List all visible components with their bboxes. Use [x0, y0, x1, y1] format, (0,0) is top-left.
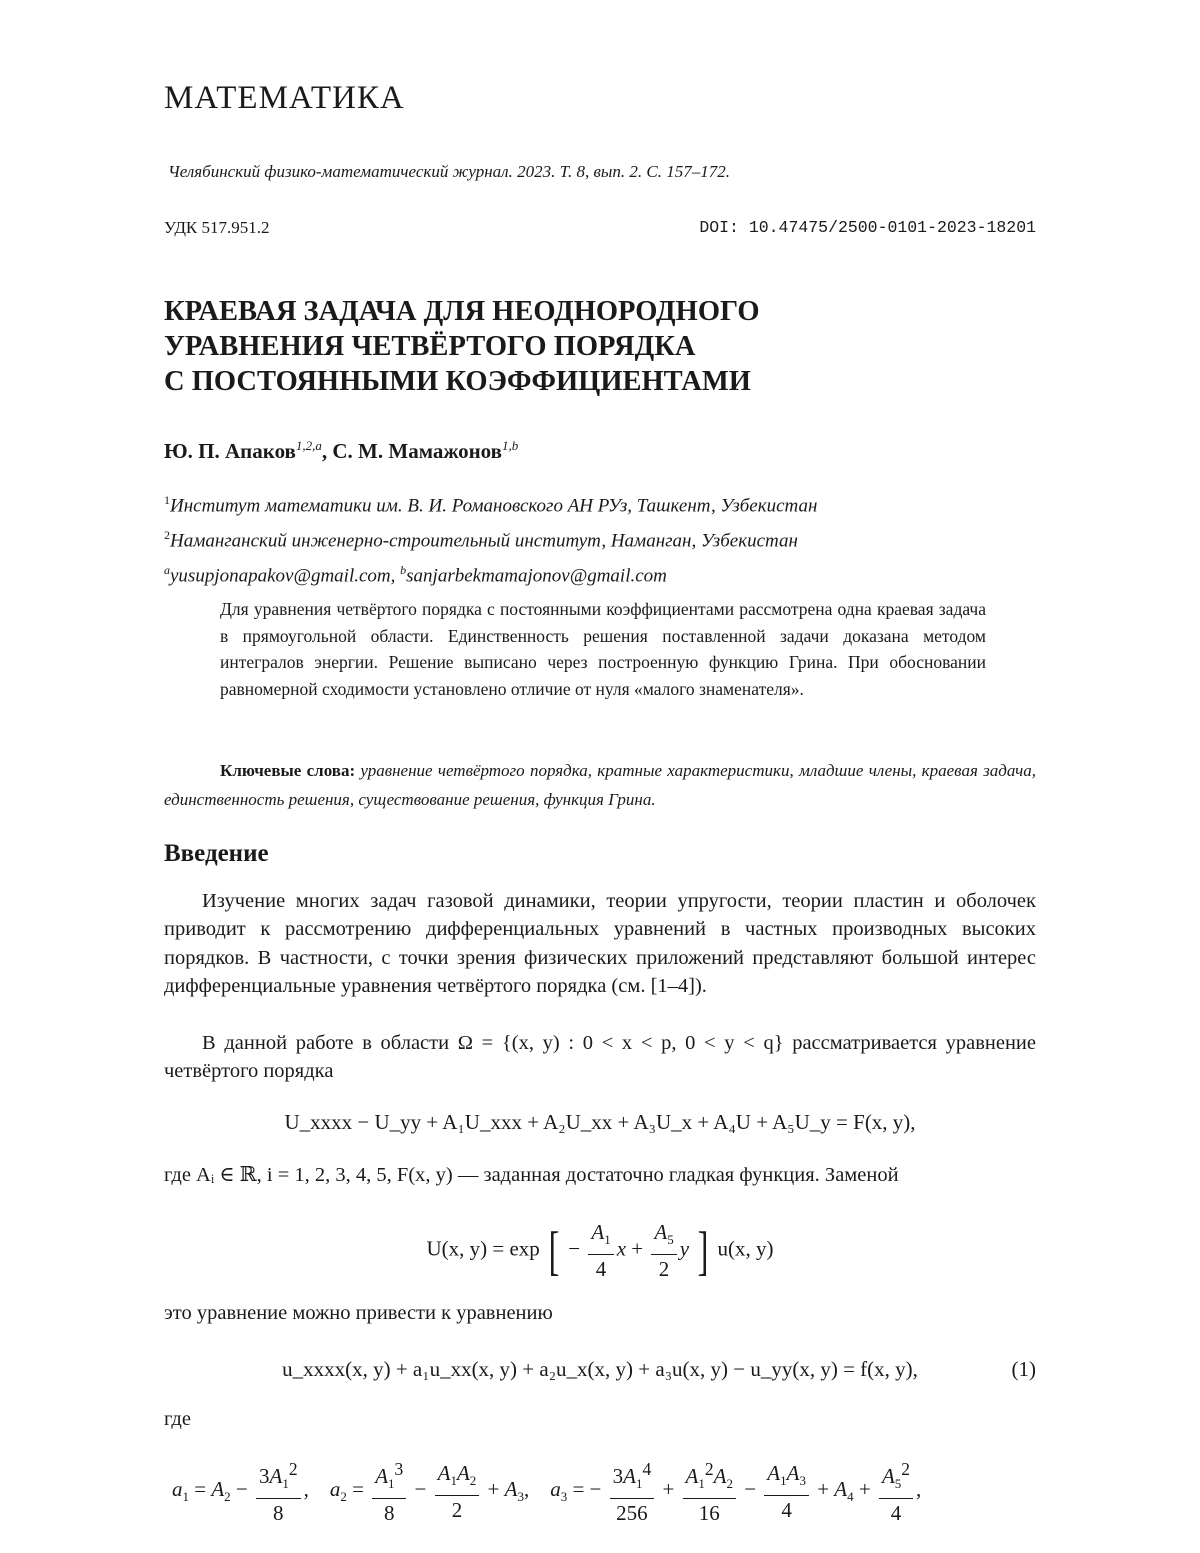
subst-rhs: u(x, y) — [717, 1236, 774, 1261]
email-mark: b — [400, 562, 407, 577]
section-heading: МАТЕМАТИКА — [164, 80, 405, 116]
fraction: $\frac{A_5^2}{4}$ — [879, 1455, 913, 1527]
author-affil-mark: 1,2,a — [295, 438, 322, 453]
affiliation — [164, 521, 817, 556]
intro-heading: Введение — [164, 840, 269, 867]
author-name: С. М. Мамажонов — [332, 439, 502, 463]
keywords-text: уравнение четвёртого порядка, кратные характеристики, младшие члены, краевая задача, единственность решения, существование решения, функция Грина. — [164, 761, 1037, 809]
intro-paragraph-2: В данной работе в области Ω = {(x, y) : 0 < x < p, 0 < y < q} рассматривается уравнение четвёртого порядка — [164, 1032, 1036, 1083]
paper-title — [164, 294, 760, 399]
author-separator: , — [321, 439, 333, 463]
udk-code: УДК 517.951.2 — [164, 218, 270, 237]
author-affil-mark: 1,b — [501, 438, 519, 453]
author-name: Ю. П. Апаков — [164, 439, 296, 463]
authors — [164, 438, 518, 464]
fraction: $\frac{A_1^2A_2}{16}$ — [683, 1455, 736, 1527]
where-line-2: где — [164, 1408, 191, 1430]
email-link[interactable]: yusupjonapakov@gmail.com, — [170, 564, 396, 586]
keywords-label: Ключевые слова: — [220, 761, 356, 780]
equation-1 — [164, 1357, 1036, 1382]
right-bracket: ] — [697, 1220, 709, 1281]
keywords — [164, 756, 1036, 814]
emails — [164, 556, 817, 591]
intro-paragraph-1: Изучение многих задач газовой динамики, теории упругости, теории пластин и оболочек приводит к рассмотрению дифференциальных уравнений в частных производных высоких порядков. В частности, с точки зрения физических приложений представляют большой интерес дифференциальные уравнения четвёртого порядка (см. [1–4]). — [164, 890, 1036, 998]
abstract: Для уравнения четвёртого порядка с постоянными коэффициентами рассмотрена одна краевая задача в прямоугольной области. Единственность решения поставленной задачи доказана методом интегралов энергии. Решение выписано через построенную функцию Грина. При обосновании равномерной сходимости установлено отличие от нуля «малого знаменателя». — [220, 599, 986, 699]
equation-coefficients: $a_1 = A_2$ − $\frac{3A_1^2}{8}$ , $a_2$ = $\frac{A_1^3}{8}$ − $\frac{A_1A_2}{2}$ + $A_3$, $a_3$ = − $\frac{3A_1^4}{256}$ + $\frac{A_1^2A_2}{16}$ − $\frac{A_1A_3}{4}$ + $A_4$ + $\frac{A_5^2}{4}$ , — [172, 1455, 1044, 1527]
reduce-line: это уравнение можно привести к уравнению — [164, 1302, 553, 1324]
journal-citation: Челябинский физико-математический журнал. 2023. Т. 8, вып. 2. С. 157–172. — [168, 162, 730, 181]
affiliation — [164, 486, 817, 521]
fraction: $\frac{3A_1^2}{8}$ — [256, 1455, 301, 1527]
affiliations — [164, 486, 817, 590]
equation-number: (1) — [1011, 1357, 1036, 1381]
email-link[interactable]: sanjarbekmamajonov@gmail.com — [406, 564, 667, 586]
affil-mark: 2 — [164, 527, 170, 542]
title-line: С ПОСТОЯННЫМИ КОЭФФИЦИЕНТАМИ — [164, 366, 751, 397]
affil-text: Наманганский инженерно-строительный институт, Наманган, Узбекистан — [170, 530, 798, 552]
doi: DOI: 10.47475/2500-0101-2023-18201 — [699, 218, 1036, 237]
fraction: $\frac{A_1}{4}$ — [588, 1218, 613, 1283]
equation-1-body: u_xxxx(x, y) + a₁u_xx(x, y) + a₂u_x(x, y) + a₃u(x, y) − u_yy(x, y) = f(x, y), — [282, 1357, 918, 1381]
equation-substitution: U(x, y) = exp [ − $\frac{A_1}{4}$ x + $\frac{A_5}{2}$ y ] u(x, y) — [426, 1220, 774, 1282]
fraction: $\frac{A_1A_2}{2}$ — [435, 1459, 480, 1524]
title-line: КРАЕВАЯ ЗАДАЧА ДЛЯ НЕОДНОРОДНОГО — [164, 296, 760, 327]
where-line-1: где Aᵢ ∈ ℝ, i = 1, 2, 3, 4, 5, F(x, y) — заданная достаточно гладкая функция. Заменой — [164, 1164, 899, 1186]
subst-lhs: U(x, y) = exp — [426, 1236, 540, 1261]
left-bracket: [ — [548, 1220, 560, 1281]
fraction: $\frac{A_1^3}{8}$ — [372, 1455, 406, 1527]
equation-main: U_xxxx − U_yy + A₁U_xxx + A₂U_xx + A₃U_x + A₄U + A₅U_y = F(x, y), — [284, 1110, 916, 1134]
affil-text: Институт математики им. В. И. Романовского АН РУз, Ташкент, Узбекистан — [170, 495, 818, 517]
fraction: $\frac{A_1A_3}{4}$ — [764, 1459, 809, 1524]
email-mark: a — [164, 562, 170, 577]
affil-mark: 1 — [164, 493, 170, 507]
fraction: $\frac{3A_1^4}{256}$ — [610, 1455, 655, 1527]
fraction: $\frac{A_5}{2}$ — [651, 1218, 676, 1283]
title-line: УРАВНЕНИЯ ЧЕТВЁРТОГО ПОРЯДКА — [164, 331, 696, 362]
